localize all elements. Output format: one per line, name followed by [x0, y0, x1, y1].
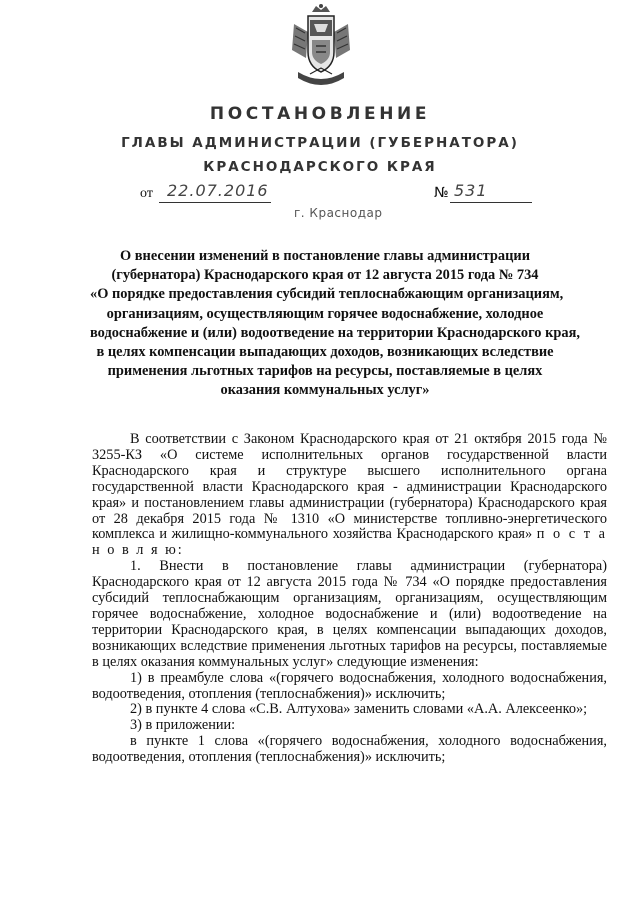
number-field — [450, 181, 532, 203]
title-line: О внесении изменений в постановление главы администрации — [119, 248, 530, 264]
preamble-text: В соответствии с Законом Краснодарского края от 21 октября 2015 года № 3255-КЗ «О системе исполнительных органов государственной власти Краснодарского края и структуре высшего исполнительного органа государственной власти Краснодарского края - администрации Краснодарского края» и постановлением главы администрации (губернатора) Краснодарского края от 28 декабря 2015 года № 1310 «О министерстве топливно-энергетического комплекса и жилищно-коммунального хозяйства Краснодарского края» — [92, 431, 607, 543]
city-label: г. Краснодар — [294, 206, 383, 220]
body-paragraph — [92, 432, 607, 559]
number-prefix: № — [434, 185, 449, 201]
number-value: 531 — [454, 181, 488, 200]
document-title — [90, 247, 580, 401]
decree-word: п о с т а н о в л я ю: — [92, 526, 607, 559]
title-line: «О порядке предоставления субсидий теплоснабжающим организациям, — [90, 286, 564, 303]
region-heading: КРАСНОДАРСКОГО КРАЯ — [203, 159, 437, 175]
title-line: оказания коммунальных услуг» — [220, 382, 430, 399]
body-paragraph: 3) в приложении: — [130, 717, 236, 734]
body-paragraph: 1. Внести в постановление главы администрации (губернатора) Краснодарского края от 12 августа 2015 года № 734 «О порядке предоставления субсидий теплоснабжающим организациям, организациям, осуществляющим горячее водоснабжение, холодное водоснабжение и (или) водоотведение на территории Краснодарского края, в целях компенсации выпадающих доходов, возникающих вследствие применения льготных тарифов на ресурсы, поставляемые в целях оказания коммунальных услуг» следующие изменения: — [92, 558, 607, 670]
date-number-line — [0, 181, 640, 207]
title-line: водоснабжение и (или) водоотведение на территории Краснодарского края, — [90, 324, 580, 341]
date-field — [159, 181, 271, 203]
body-paragraph: 2) в пункте 4 слова «С.В. Алтухова» заменить словами «А.А. Алексеенко»; — [130, 701, 588, 718]
title-line: организациям, осуществляющим горячее водоснабжение, холодное — [106, 305, 544, 322]
coat-of-arms-emblem — [290, 2, 352, 90]
date-prefix: от — [140, 186, 153, 201]
title-line: в целях компенсации выпадающих доходов, возникающих вследствие — [96, 344, 554, 361]
body-paragraph: 1) в преамбуле слова «(горячего водоснабжения, холодного водоснабжения, водоотведения, отопления (теплоснабжения)» исключить; — [92, 669, 607, 702]
title-line: (губернатора) Краснодарского края от 12 августа 2015 года № 734 — [111, 267, 539, 284]
body-paragraph: в пункте 1 слова «(горячего водоснабжения, холодного водоснабжения, водоотведения, отопления (теплоснабжения)» исключить; — [92, 733, 607, 766]
document-type-heading: ПОСТАНОВЛЕНИЕ — [209, 104, 431, 124]
date-value: 22.07.2016 — [167, 181, 269, 200]
issuer-heading: ГЛАВЫ АДМИНИСТРАЦИИ (ГУБЕРНАТОРА) — [121, 135, 519, 151]
title-line: применения льготных тарифов на ресурсы, поставляемые в целях — [107, 363, 543, 380]
document-body — [92, 432, 607, 766]
